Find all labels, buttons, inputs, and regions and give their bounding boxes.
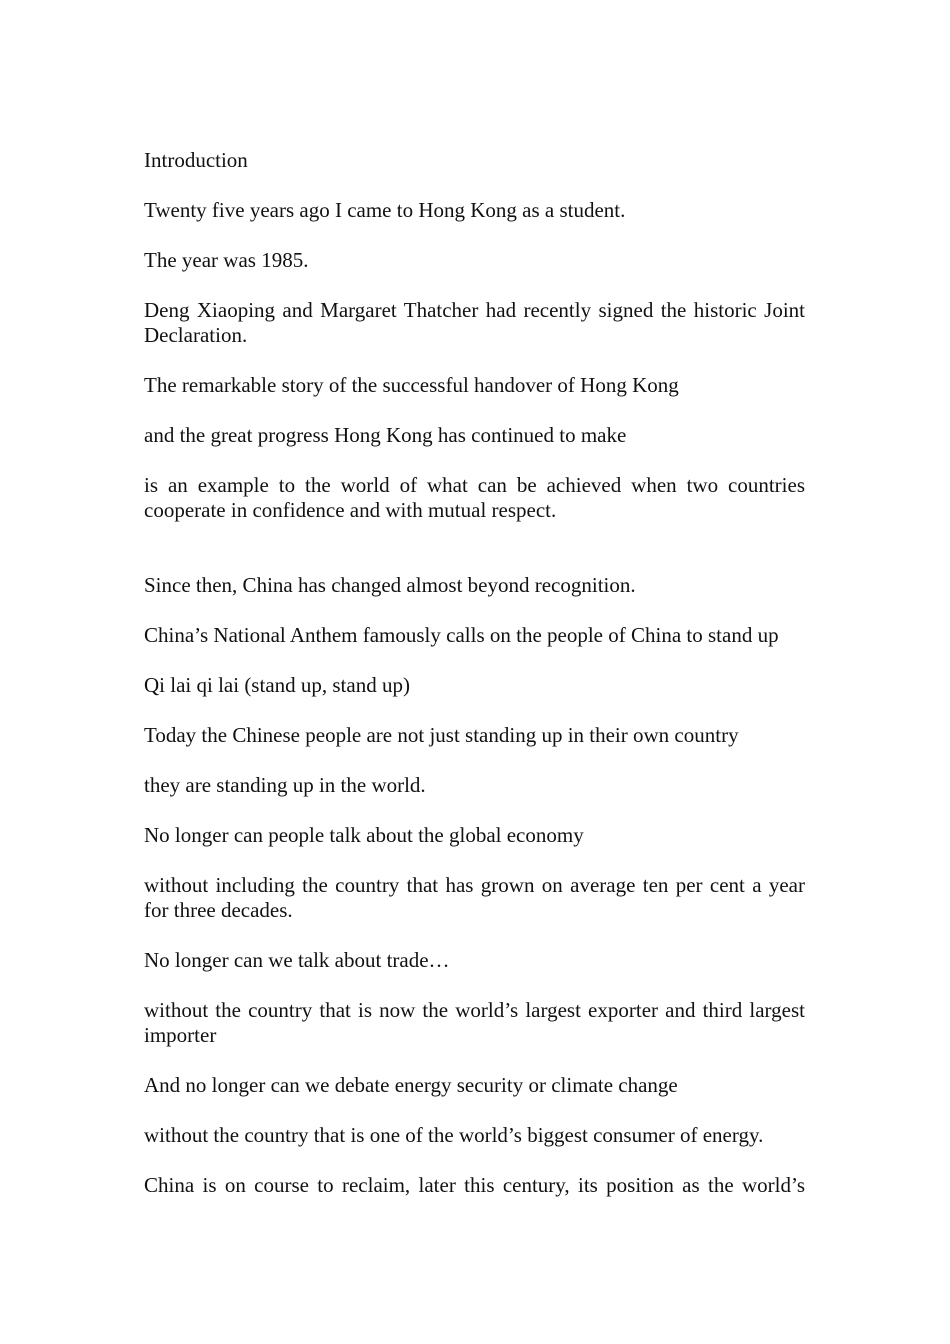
blank-line (144, 548, 805, 573)
section-heading: Introduction (144, 148, 248, 172)
paragraph: Deng Xiaoping and Margaret Thatcher had recently signed the historic Joint Declaration. (144, 298, 805, 347)
paragraph: The remarkable story of the successful handover of Hong Kong (144, 373, 679, 397)
paragraph: without including the country that has grown on average ten per cent a year for three decades. (144, 873, 805, 922)
paragraph: Today the Chinese people are not just standing up in their own country (144, 723, 739, 747)
paragraph: And no longer can we debate energy security or climate change (144, 1073, 678, 1097)
paragraph: Twenty five years ago I came to Hong Kong as a student. (144, 198, 626, 222)
paragraph: Since then, China has changed almost beyond recognition. (144, 573, 636, 597)
paragraph: China is on course to reclaim, later this century, its position as the world’s (144, 1173, 805, 1197)
paragraph: No longer can we talk about trade… (144, 948, 450, 972)
document-body (144, 148, 805, 1223)
paragraph: No longer can people talk about the global economy (144, 823, 584, 847)
paragraph: is an example to the world of what can be achieved when two countries cooperate in confidence and with mutual respect. (144, 473, 805, 522)
paragraph: without the country that is one of the world’s biggest consumer of energy. (144, 1123, 764, 1147)
paragraph: Qi lai qi lai (stand up, stand up) (144, 673, 410, 697)
paragraph: without the country that is now the world’s largest exporter and third largest importer (144, 998, 805, 1047)
paragraph: and the great progress Hong Kong has continued to make (144, 423, 627, 447)
paragraph: China’s National Anthem famously calls on the people of China to stand up (144, 623, 779, 647)
paragraph: they are standing up in the world. (144, 773, 426, 797)
paragraph: The year was 1985. (144, 248, 309, 272)
